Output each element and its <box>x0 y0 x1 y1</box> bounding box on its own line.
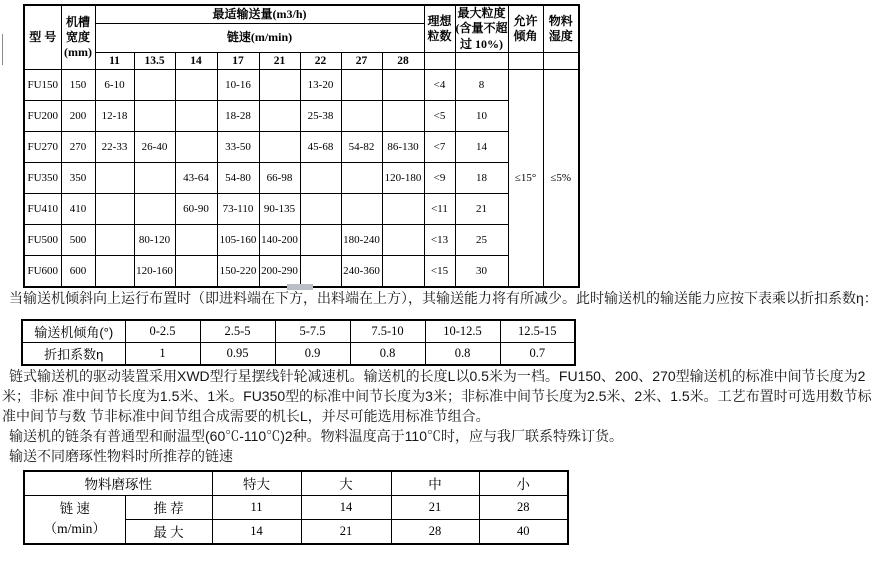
factor-cell: 0.8 <box>350 342 425 365</box>
model-cell: FU600 <box>24 256 61 287</box>
header-row-speed-values <box>24 53 579 70</box>
page <box>0 4 883 571</box>
grain-cell: <7 <box>424 132 455 163</box>
header-row-capacity <box>24 5 579 24</box>
recommended-speed-row <box>24 495 568 519</box>
grain-cell: <9 <box>424 163 455 194</box>
qty-cell: 140-200 <box>259 225 300 256</box>
qty-cell: 105-160 <box>217 225 259 256</box>
col-header-trough-width <box>61 5 95 70</box>
qty-cell <box>341 194 382 225</box>
label: 理想 <box>427 13 452 28</box>
grain-cell: <11 <box>424 194 455 225</box>
size-cell: 8 <box>455 70 508 101</box>
qty-cell: 12-18 <box>95 101 134 132</box>
qty-cell: 90-135 <box>259 194 300 225</box>
speed-col-header: 21 <box>259 53 300 70</box>
qty-cell <box>382 225 424 256</box>
label: 物料 <box>548 13 573 28</box>
chain-type-note-paragraph: 输送机的链条有普通型和耐温型(60℃-110℃)2种。物料温度高于110℃时，应与我厂联系特殊订货。 <box>9 427 623 444</box>
angle-cell: 10-12.5 <box>425 320 500 343</box>
speed-col-header: 22 <box>300 53 341 70</box>
qty-cell: 120-160 <box>134 256 175 287</box>
label: 过 10%) <box>460 36 503 51</box>
qty-cell: 60-90 <box>175 194 217 225</box>
capacity-table <box>23 4 580 288</box>
qty-cell <box>382 70 424 101</box>
qty-cell <box>175 101 217 132</box>
col-header-chain-speed: 链速(m/min) <box>95 24 424 53</box>
qty-cell <box>300 256 341 287</box>
qty-cell <box>134 194 175 225</box>
label: 湿度 <box>548 29 573 44</box>
speed-value-cell: 11 <box>212 495 301 519</box>
size-cell: 18 <box>455 163 508 194</box>
qty-cell: 86-130 <box>382 132 424 163</box>
chain-speed-table <box>23 470 569 545</box>
qty-cell: 180-240 <box>341 225 382 256</box>
grain-cell: <5 <box>424 101 455 132</box>
qty-cell: 25-38 <box>300 101 341 132</box>
size-cell: 10 <box>455 101 508 132</box>
qty-cell: 200-290 <box>259 256 300 287</box>
width-cell: 270 <box>61 132 95 163</box>
row-subheader-recommended: 推 荐 <box>125 495 212 519</box>
qty-cell <box>341 163 382 194</box>
qty-cell: 54-80 <box>217 163 259 194</box>
speed-col-header: 28 <box>382 53 424 70</box>
factor-cell: 0.9 <box>275 342 350 365</box>
qty-cell <box>175 225 217 256</box>
factor-cell: 0.95 <box>200 342 275 365</box>
qty-cell <box>95 225 134 256</box>
qty-cell: 6-10 <box>95 70 134 101</box>
width-cell: 410 <box>61 194 95 225</box>
width-cell: 200 <box>61 101 95 132</box>
label: （m/min） <box>43 521 106 537</box>
speed-value-cell: 40 <box>479 519 568 544</box>
col-header-max-grain <box>455 5 508 53</box>
qty-cell: 22-33 <box>95 132 134 163</box>
model-cell: FU410 <box>24 194 61 225</box>
qty-cell <box>95 163 134 194</box>
qty-cell: 45-68 <box>300 132 341 163</box>
grain-cell: <4 <box>424 70 455 101</box>
label: (含量不超 <box>455 21 508 36</box>
angle-cell: 5-7.5 <box>275 320 350 343</box>
label: (mm) <box>64 45 92 60</box>
col-header-model: 型 号 <box>24 5 61 70</box>
col-header-large: 大 <box>301 471 391 496</box>
label: 机槽 <box>65 14 90 29</box>
width-cell: 350 <box>61 163 95 194</box>
row-header-chain-speed <box>24 495 125 544</box>
empty-cell <box>543 53 579 70</box>
empty-cell <box>508 53 543 70</box>
size-cell: 25 <box>455 225 508 256</box>
qty-cell <box>95 256 134 287</box>
qty-cell <box>175 132 217 163</box>
abrasiveness-header-row <box>24 471 568 496</box>
model-cell: FU200 <box>24 101 61 132</box>
grain-cell: <13 <box>424 225 455 256</box>
model-cell: FU350 <box>24 163 61 194</box>
scan-edge-artifact <box>2 34 3 65</box>
qty-cell <box>175 256 217 287</box>
size-cell: 21 <box>455 194 508 225</box>
qty-cell <box>259 101 300 132</box>
qty-cell: 73-110 <box>217 194 259 225</box>
label: 允许 <box>513 13 538 28</box>
qty-cell: 150-220 <box>217 256 259 287</box>
speed-value-cell: 21 <box>301 519 391 544</box>
col-header-allowed-incline <box>508 5 543 53</box>
factor-cell: 0.8 <box>425 342 500 365</box>
qty-cell: 26-40 <box>134 132 175 163</box>
col-header-medium: 中 <box>391 471 479 496</box>
discount-factor-table <box>21 319 576 366</box>
qty-cell: 33-50 <box>217 132 259 163</box>
col-header-abrasiveness: 物料磨琢性 <box>24 471 212 496</box>
label: 链 速 <box>59 500 90 516</box>
speed-col-header: 14 <box>175 53 217 70</box>
qty-cell <box>382 256 424 287</box>
width-cell: 600 <box>61 256 95 287</box>
scan-smudge-artifact <box>287 284 313 290</box>
capacity-row-fu200 <box>24 101 579 132</box>
label: 最大粒度 <box>457 6 506 20</box>
model-cell: FU150 <box>24 70 61 101</box>
speed-value-cell: 14 <box>301 495 391 519</box>
qty-cell: 120-180 <box>382 163 424 194</box>
col-header-small: 小 <box>479 471 568 496</box>
qty-cell <box>134 163 175 194</box>
col-header-ideal-grain <box>424 5 455 53</box>
qty-cell <box>175 70 217 101</box>
recommended-speed-intro-paragraph: 输送不同磨琢性物料时所推荐的链速 <box>9 447 233 464</box>
drive-note-paragraph: 链式输送机的驱动装置采用XWD型行星摆线针轮减速机。输送机的长度L以0.5米为一档。FU150、200、270型输送机的标准中间节长度为2米；非标 准中间节长度为1.5米、1米。FU350型的标准中间节长度为3米；非标准中间节长度为2.5米、2米、1.5米。工艺布置时可选用数节标准中间节与数 节非标准中间节组合成需要的机长L，并尽可能选用标准节组合。 <box>2 367 872 424</box>
label: 粒数 <box>427 29 452 44</box>
speed-col-header: 17 <box>217 53 259 70</box>
row-header-incline-angle: 输送机倾角(°) <box>22 320 125 343</box>
qty-cell <box>95 194 134 225</box>
speed-col-header: 11 <box>95 53 134 70</box>
qty-cell <box>382 101 424 132</box>
qty-cell <box>259 70 300 101</box>
qty-cell <box>382 194 424 225</box>
model-cell: FU270 <box>24 132 61 163</box>
qty-cell: 13-20 <box>300 70 341 101</box>
capacity-row-fu150 <box>24 70 579 101</box>
qty-cell <box>300 225 341 256</box>
qty-cell <box>300 163 341 194</box>
size-cell: 14 <box>455 132 508 163</box>
empty-cell <box>455 53 508 70</box>
incline-note-paragraph: 当输送机倾斜向上运行布置时（即进料端在下方，出料端在上方），其输送能力将有所减少。此时输送机的输送能力应按下表乘以折扣系数η： <box>9 289 878 306</box>
angle-cell: 7.5-10 <box>350 320 425 343</box>
capacity-row-fu410 <box>24 194 579 225</box>
discount-factor-row <box>22 342 575 365</box>
qty-cell <box>341 70 382 101</box>
label: 宽度 <box>65 29 90 44</box>
speed-value-cell: 28 <box>391 519 479 544</box>
incline-value-cell: ≤15° <box>508 70 543 287</box>
qty-cell: 66-98 <box>259 163 300 194</box>
row-subheader-max: 最 大 <box>125 519 212 544</box>
qty-cell: 18-28 <box>217 101 259 132</box>
size-cell: 30 <box>455 256 508 287</box>
qty-cell: 10-16 <box>217 70 259 101</box>
qty-cell <box>134 70 175 101</box>
factor-cell: 1 <box>125 342 200 365</box>
qty-cell: 240-360 <box>341 256 382 287</box>
label: 倾角 <box>513 29 538 44</box>
capacity-row-fu270 <box>24 132 579 163</box>
speed-value-cell: 21 <box>391 495 479 519</box>
speed-value-cell: 14 <box>212 519 301 544</box>
col-header-throughput: 最适输送量(m3/h) <box>95 5 424 24</box>
angle-cell: 0-2.5 <box>125 320 200 343</box>
speed-value-cell: 28 <box>479 495 568 519</box>
empty-cell <box>424 53 455 70</box>
qty-cell: 54-82 <box>341 132 382 163</box>
incline-angle-row <box>22 320 575 343</box>
row-header-discount-factor: 折扣系数η <box>22 342 125 365</box>
width-cell: 500 <box>61 225 95 256</box>
qty-cell: 43-64 <box>175 163 217 194</box>
qty-cell <box>341 101 382 132</box>
model-cell: FU500 <box>24 225 61 256</box>
qty-cell: 80-120 <box>134 225 175 256</box>
qty-cell <box>259 132 300 163</box>
moisture-value-cell: ≤5% <box>543 70 579 287</box>
grain-cell: <15 <box>424 256 455 287</box>
speed-col-header: 13.5 <box>134 53 175 70</box>
capacity-row-fu350 <box>24 163 579 194</box>
qty-cell <box>134 101 175 132</box>
speed-col-header: 27 <box>341 53 382 70</box>
col-header-moisture <box>543 5 579 53</box>
capacity-row-fu600 <box>24 256 579 287</box>
factor-cell: 0.7 <box>500 342 575 365</box>
qty-cell <box>300 194 341 225</box>
angle-cell: 2.5-5 <box>200 320 275 343</box>
capacity-row-fu500 <box>24 225 579 256</box>
angle-cell: 12.5-15 <box>500 320 575 343</box>
width-cell: 150 <box>61 70 95 101</box>
col-header-extra-large: 特大 <box>212 471 301 496</box>
